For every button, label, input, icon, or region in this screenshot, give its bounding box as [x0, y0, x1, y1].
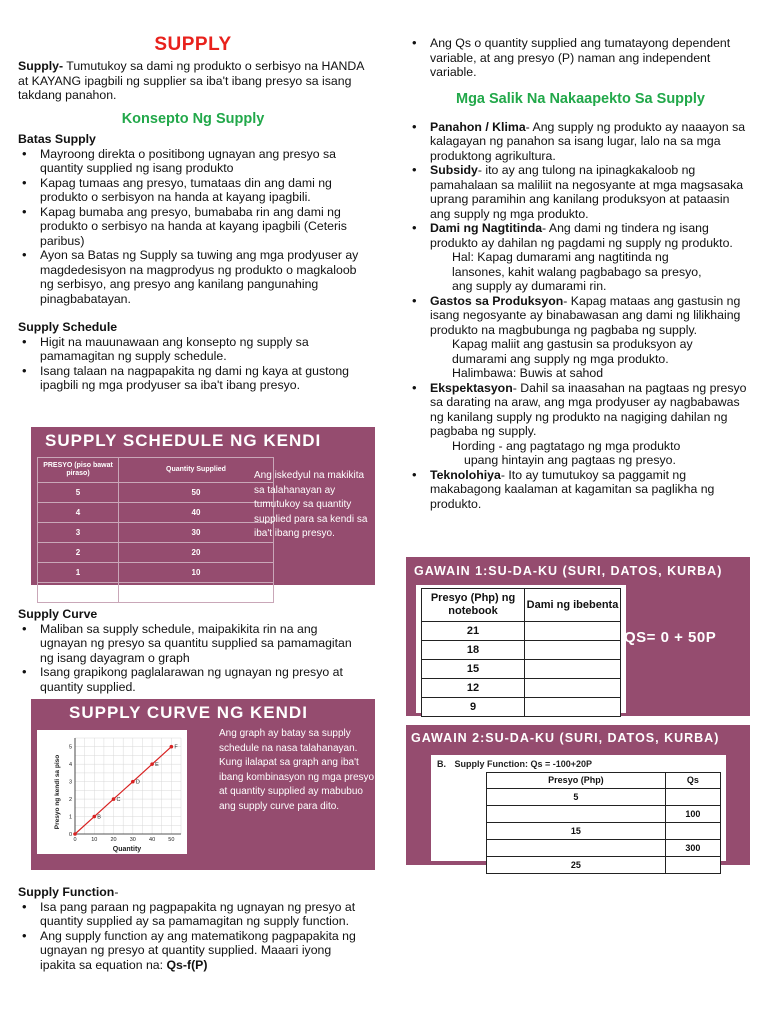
list-item: • Isang grapikong paglalarawan ng ugnayan ng presyo at quantity supplied. [40, 665, 368, 694]
function-heading-suffix: - [114, 885, 119, 899]
list-item: • Kapag bumaba ang presyo, bumababa rin ang dami ng produkto o serbisyo na handa at kayang ipagbili (Ceteris paribus) [40, 205, 368, 249]
example-line: upang hintayin ang pagtaas ng presyo. [464, 453, 676, 468]
list-item: • Kapag tumaas ang presyo, tumataas din ang dami ng produkto o serbisyon na handa at kayang ipagbili. [40, 176, 368, 205]
y-tick-label: 3 [68, 779, 72, 786]
list-item [430, 381, 753, 468]
example-line: dumarami ang supply ng mga produkto. [452, 351, 669, 366]
salik-text: - ito ay ang tulong na ipinagkakaloob ng pamahalaan sa maliliit na negosyante at mga magsasaka uprang paramihin ang kanilang produksyon at pataasin ang supply ng mga produkto. [430, 163, 744, 221]
example-line: Halimbawa: Buwis at sahod [452, 366, 604, 381]
data-point [150, 762, 154, 766]
table-row [487, 857, 721, 874]
function-heading-line [18, 885, 368, 900]
batas-heading: Batas Supply [18, 132, 96, 147]
gawain2-col-price: Presyo (Php) [487, 773, 666, 789]
schedule-heading: Supply Schedule [18, 320, 118, 335]
table-cell[interactable] [487, 806, 666, 823]
data-point [73, 832, 77, 836]
list-item: • Higit na mauunawaan ang konsepto ng supply sa pamamagitan ng supply schedule. [40, 335, 368, 364]
schedule-col-price: PRESYO (piso bawat piraso) [38, 458, 119, 483]
x-tick-label: 10 [91, 837, 98, 843]
table-row [38, 523, 274, 543]
table-row [422, 641, 621, 660]
table-cell: 15 [422, 660, 525, 679]
table-cell: 40 [119, 503, 274, 523]
table-row [487, 840, 721, 857]
page-title: SUPPLY [154, 34, 232, 55]
table-cell[interactable] [665, 857, 720, 874]
answer-cell[interactable] [525, 641, 621, 660]
supply-definition [18, 59, 368, 103]
table-row [487, 823, 721, 840]
right-column [408, 36, 753, 511]
x-tick-label: 30 [129, 837, 136, 843]
right-top-list [408, 36, 753, 80]
salik-term: Ekspektasyon [430, 380, 513, 395]
y-tick-label: 4 [68, 762, 72, 769]
table-cell: 9 [422, 698, 525, 717]
table-cell[interactable] [665, 823, 720, 840]
table-cell[interactable]: 100 [665, 806, 720, 823]
table-row [38, 483, 274, 503]
schedule-list [18, 335, 368, 393]
example-line: Hal: Kapag dumarami ang nagtitinda ng [452, 250, 669, 265]
y-tick-label: 1 [68, 814, 72, 821]
example-line: ang supply ay dumarami rin. [452, 279, 607, 294]
data-point [92, 815, 96, 819]
supply-curve-panel [31, 699, 375, 870]
answer-cell[interactable] [525, 698, 621, 717]
definition-term: Supply- [18, 59, 64, 74]
gawain1-col-qty: Dami ng ibebenta [525, 589, 621, 622]
chart-xlabel: Quantity [112, 846, 142, 853]
table-cell: 4 [38, 503, 119, 523]
gawain2-function-line [437, 759, 592, 770]
table-row [38, 563, 274, 583]
gawain1-formula: QS= 0 + 50P [624, 629, 717, 646]
point-label: E [155, 762, 159, 769]
list-item: • Ang Qs o quantity supplied ang tumatayong dependent variable, at ang presyo (P) naman ang independent variable. [430, 36, 753, 80]
table-row [487, 789, 721, 806]
table-cell[interactable]: 25 [487, 857, 666, 874]
gawain1-table [421, 588, 621, 717]
table-cell[interactable] [665, 789, 720, 806]
batas-list [18, 147, 368, 307]
gawain1-title: GAWAIN 1:SU-DA-KU (SURI, DATOS, KURBA) [414, 564, 723, 578]
answer-cell[interactable] [525, 660, 621, 679]
table-cell: 30 [119, 523, 274, 543]
list-item: • Ayon sa Batas ng Supply sa tuwing ang mga prodyuser ay magdedesisyon na magprodyus ng produkto o magkaloob ng serbisyo, ang presyo ang kanilang pangunahing pinagbabatayan. [40, 248, 368, 306]
table-cell[interactable]: 300 [665, 840, 720, 857]
table-cell: 20 [119, 543, 274, 563]
curve-heading: Supply Curve [18, 607, 98, 621]
point-label: F [174, 744, 178, 751]
table-row [38, 503, 274, 523]
curve-panel-title: SUPPLY CURVE NG KENDI [69, 703, 308, 722]
table-cell: 50 [119, 483, 274, 503]
table-row [422, 660, 621, 679]
table-cell: 10 [119, 563, 274, 583]
list-item: • Isang talaan na nagpapakita ng dami ng kaya at gustong ipagbili ng mga prodyuser sa iba't ibang presyo. [40, 364, 368, 393]
data-point [131, 780, 135, 784]
table-cell: 3 [38, 523, 119, 543]
gawain2-table [486, 772, 721, 874]
y-tick-label: 5 [68, 744, 72, 751]
curve-list [18, 622, 368, 695]
function-equation: Qs-f(P) [166, 957, 208, 972]
point-label: C [116, 797, 121, 804]
table-cell: 21 [422, 622, 525, 641]
salik-term: Teknolohiya [430, 467, 501, 482]
table-row [487, 806, 721, 823]
salik-term: Gastos sa Produksyon [430, 293, 564, 308]
x-tick-label: 40 [149, 837, 156, 843]
gawain2-function: Supply Function: Qs = -100+20P [454, 759, 593, 769]
supply-curve-chart [37, 730, 187, 854]
salik-list [408, 120, 753, 512]
point-label: D [135, 779, 140, 786]
example-line: lansones, kahit walang pagbabago sa presyo, [452, 264, 702, 279]
supply-schedule-panel [31, 427, 375, 597]
table-row [422, 622, 621, 641]
function-heading: Supply Function [18, 885, 115, 899]
table-row [422, 679, 621, 698]
supply-function-section [18, 885, 368, 972]
definition-text: Tumutukoy sa dami ng produkto o serbisyo na HANDA at KAYANG ipagbili ng supplier sa iba't ibang presyo sa isang takdang panahon. [18, 59, 364, 103]
salik-text: - Dahil sa inaasahan na pagtaas ng presyo sa darating na araw, ang mga prodyuser ay nagbabawas ng kanilang supply ng produkto na nagiging dahilan ng pagbaba ng supply. [430, 380, 747, 439]
salik-text: - Ang supply ng produkto ay naaayon sa kalagayan ng panahon sa isang lugar, lalo na sa mga produktong agrikultura. [430, 119, 746, 163]
gawain2-panel [406, 725, 750, 870]
table-cell: 12 [422, 679, 525, 698]
answer-cell[interactable] [525, 679, 621, 698]
chart-box [37, 730, 187, 854]
table-cell: 0 [38, 583, 119, 603]
list-item [430, 120, 753, 164]
example-line: Hording - ang pagtatago ng mga produkto [452, 438, 681, 453]
schedule-table [37, 457, 274, 603]
salik-term: Dami ng Nagtitinda [430, 221, 543, 236]
x-tick-label: 0 [73, 837, 77, 843]
table-cell[interactable] [487, 840, 666, 857]
function-item2-text: Ang supply function ay ang matematikong pagpapakita ng ugnayan ng presyo at quantity supplied. Maaari iyong ipakita sa equation na: [40, 928, 356, 972]
x-tick-label: 20 [110, 837, 117, 843]
list-item [430, 468, 753, 512]
gawain1-panel [406, 557, 750, 716]
table-cell[interactable]: 15 [487, 823, 666, 840]
chart-ylabel: Presyo ng kendi sa piso [54, 754, 61, 830]
x-tick-label: 50 [168, 837, 175, 843]
salik-term: Panahon / Klima [430, 119, 526, 134]
salik-heading: Mga Salik Na Nakaapekto Sa Supply [455, 90, 705, 107]
gawain2-letter: B. [437, 759, 446, 769]
gawain2-col-qs: Qs [665, 773, 720, 789]
table-row [422, 698, 621, 717]
schedule-col-qty: Quantity Supplied [119, 458, 274, 483]
gawain2-title: GAWAIN 2:SU-DA-KU (SURI, DATOS, KURBA) [411, 731, 720, 745]
answer-cell[interactable] [525, 622, 621, 641]
point-label: B [97, 814, 101, 821]
list-item [40, 929, 368, 973]
data-point [112, 797, 116, 801]
list-item [430, 294, 753, 381]
gawain1-table-box [416, 585, 626, 713]
table-cell[interactable]: 5 [487, 789, 666, 806]
table-cell: 5 [38, 483, 119, 503]
schedule-panel-title: SUPPLY SCHEDULE NG KENDI [45, 431, 322, 450]
list-item: • Isa pang paraan ng pagpapakita ng ugnayan ng presyo at quantity supplied ay sa pamamagitan ng supply function. [40, 900, 368, 929]
list-item: • Maliban sa supply schedule, maipakikita rin na ang ugnayan ng presyo sa quantitu supplied sa pamamagitan ng isang dayagram o graph [40, 622, 368, 666]
function-list [18, 900, 368, 973]
salik-text: - Kapag mataas ang gastusin ng isang negosyante ay binabawasan ang dami ng lilikhaing produkto na magbubunga ng pagbaba ng supply. [430, 293, 741, 337]
table-row [38, 583, 274, 603]
salik-text: - Ang dami ng tindera ng isang produkto ay dahilan ng pagdami ng supply ng produkto. [430, 221, 733, 250]
example-line: Kapag maliit ang gastusin sa produksyon ay [452, 337, 693, 352]
list-item [430, 221, 753, 294]
table-cell: 1 [38, 563, 119, 583]
salik-term: Subsidy [430, 163, 478, 178]
gawain1-col-price: Presyo (Php) ng notebook [422, 589, 525, 622]
y-tick-label: 0 [68, 832, 72, 838]
curve-panel-note: Ang graph ay batay sa supply schedule na nasa talahanayan. Kung ilalapat sa graph ang iba't ibang kombinasyon ng mga presyo at quantity supplied ay mabubuo ang supply curve para dito. [219, 728, 375, 812]
table-cell: 18 [422, 641, 525, 660]
data-point [170, 745, 174, 749]
konsepto-heading: Konsepto Ng Supply [121, 110, 265, 127]
schedule-panel-note: Ang iskedyul na makikita sa talahanayan ay tumutukoy sa quantity supplied para sa kendi sa iba't ibang presyo. [254, 470, 368, 539]
supply-curve-section [18, 605, 368, 694]
table-cell: 2 [38, 543, 119, 563]
salik-text: - Ito ay tumutukoy sa paggamit ng makabagong kaalaman at kagamitan sa paglikha ng produkto. [430, 467, 715, 511]
list-item [430, 163, 753, 221]
list-item: • Mayroong direkta o positibong ugnayan ang presyo sa quantity supplied ng isang produkto [40, 147, 368, 176]
gawain2-box [431, 755, 726, 870]
table-cell: 0 [119, 583, 274, 603]
y-tick-label: 2 [68, 797, 72, 804]
table-row [38, 543, 274, 563]
left-column [18, 34, 368, 393]
